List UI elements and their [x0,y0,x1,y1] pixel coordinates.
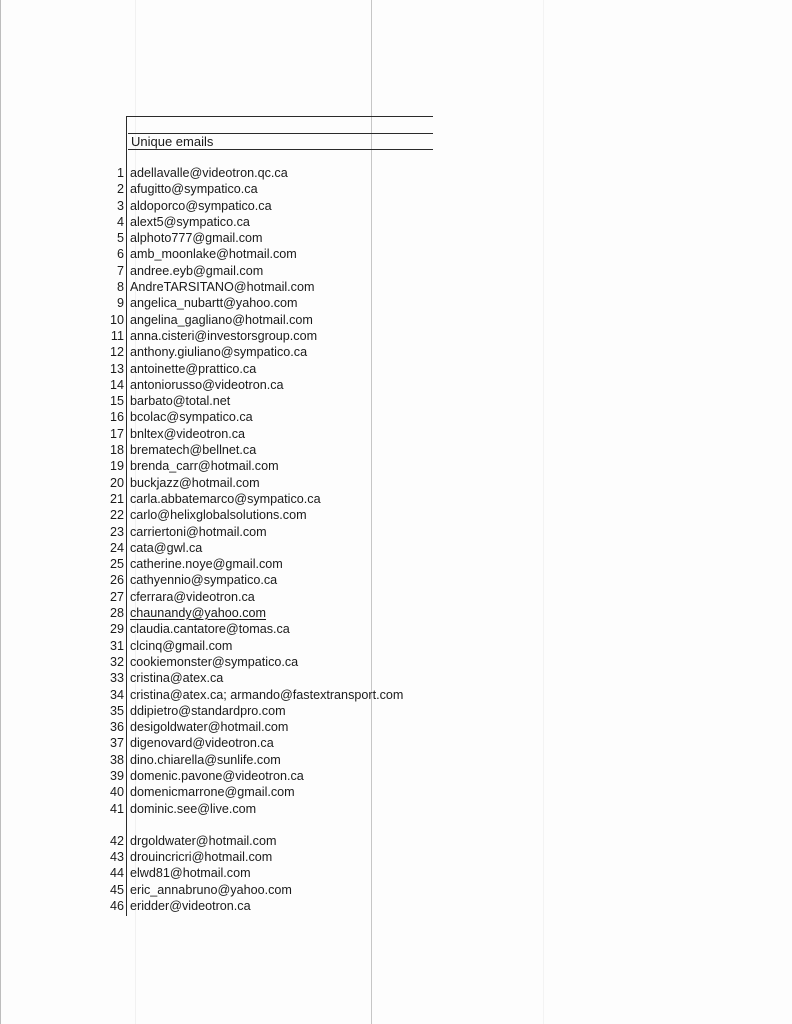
row-number: 2 [116,182,124,197]
email-cell: brematech@bellnet.ca [130,443,257,458]
email-cell: aldoporco@sympatico.ca [130,198,272,213]
table-row [0,458,792,474]
email-cell: carriertoni@hotmail.com [130,524,267,539]
row-number: 22 [109,508,124,523]
row-number: 31 [109,638,124,653]
table-row [0,654,792,670]
email-cell: cristina@atex.ca; armando@fastextransport.com [130,687,404,702]
email-cell: brenda_carr@hotmail.com [130,459,279,474]
column-header-unique-emails: Unique emails [131,134,214,149]
email-cell: AndreTARSITANO@hotmail.com [130,280,315,295]
email-cell: drouincricri@hotmail.com [130,850,273,865]
row-number: 14 [109,377,124,392]
email-cell: amb_moonlake@hotmail.com [130,247,297,262]
row-number: 36 [109,720,124,735]
email-cell: desigoldwater@hotmail.com [130,720,289,735]
email-cell: domenic.pavone@videotron.ca [130,768,304,783]
table-row [0,801,792,817]
row-number: 37 [109,736,124,751]
row-number: 11 [110,328,124,343]
table-row [0,312,792,328]
row-number: 23 [109,524,124,539]
email-cell: dino.chiarella@sunlife.com [130,752,281,767]
table-row [0,295,792,311]
row-number: 1 [116,166,124,180]
row-number: 26 [109,573,124,588]
row-number: 27 [109,589,124,604]
table-row [0,491,792,507]
table-row [0,589,792,605]
row-number: 40 [109,785,124,800]
table-row [0,752,792,768]
row-number: 28 [109,606,124,621]
table-row [0,328,792,344]
row-number: 18 [109,443,124,458]
email-cell: catherine.noye@gmail.com [130,557,283,572]
email-cell: carlo@helixglobalsolutions.com [130,508,307,523]
table-row [0,735,792,751]
table-row [0,833,792,849]
email-cell: barbato@total.net [130,394,231,409]
row-number: 33 [109,671,124,686]
table-row [0,393,792,409]
table-row [0,768,792,784]
table-row [0,214,792,230]
email-cell: cookiemonster@sympatico.ca [130,654,299,669]
email-cell: anna.cisteri@investorsgroup.com [130,328,318,343]
email-cell: cferrara@videotron.ca [130,589,255,604]
email-cell: claudia.cantatore@tomas.ca [130,622,290,637]
row-number: 29 [109,622,124,637]
row-number: 10 [109,312,124,327]
row-number: 17 [109,426,124,441]
table-row [0,344,792,360]
row-number: 34 [109,687,124,702]
table-row [0,279,792,295]
email-cell: angelina_gagliano@hotmail.com [130,312,313,327]
email-cell: eric_annabruno@yahoo.com [130,882,292,897]
table-row [0,638,792,654]
row-number: 39 [109,768,124,783]
row-number: 25 [109,557,124,572]
email-cell: domenicmarrone@gmail.com [130,785,295,800]
table-top-rule [126,116,433,117]
email-cell: digenovard@videotron.ca [130,736,274,751]
email-cell: buckjazz@hotmail.com [130,475,260,490]
email-cell: bcolac@sympatico.ca [130,410,253,425]
email-cell: antoinette@prattico.ca [130,361,257,376]
row-number: 38 [109,752,124,767]
table-row [0,361,792,377]
table-row [0,442,792,458]
email-cell: alext5@sympatico.ca [130,214,250,229]
table-row [0,687,792,703]
table-row [0,409,792,425]
row-number: 6 [116,247,124,262]
row-number: 20 [109,475,124,490]
table-row [0,719,792,735]
table-row [0,865,792,881]
table-row [0,540,792,556]
table-row [0,246,792,262]
email-cell: clcinq@gmail.com [130,638,233,653]
row-number: 35 [109,703,124,718]
email-cell: anthony.giuliano@sympatico.ca [130,345,308,360]
row-number: 15 [109,394,124,409]
table-row [0,475,792,491]
email-cell: angelica_nubartt@yahoo.com [130,296,298,311]
table-row [0,572,792,588]
row-number: 41 [109,801,124,816]
table-row [0,507,792,523]
row-number: 46 [109,899,124,914]
email-list [0,165,792,914]
email-cell: alphoto777@gmail.com [130,231,263,246]
table-row [0,898,792,914]
table-row [0,784,792,800]
email-cell: cata@gwl.ca [130,540,203,555]
email-cell: carla.abbatemarco@sympatico.ca [130,491,321,506]
row-number: 45 [109,882,124,897]
row-number: 24 [109,540,124,555]
table-row [0,703,792,719]
row-number: 3 [116,198,124,213]
email-cell: bnltex@videotron.ca [130,426,245,441]
table-row [0,621,792,637]
row-number: 5 [116,231,124,246]
row-number: 19 [109,459,124,474]
email-cell: cristina@atex.ca [130,671,224,686]
table-row [0,882,792,898]
row-number: 44 [109,866,124,881]
row-number: 32 [109,654,124,669]
table-row [0,230,792,246]
row-number: 8 [116,280,124,295]
row-number: 9 [116,296,124,311]
email-cell: elwd81@hotmail.com [130,866,251,881]
row-number: 7 [116,263,124,278]
row-number: 21 [109,491,124,506]
header-bottom-rule [128,149,433,150]
table-row [0,198,792,214]
email-cell: chaunandy@yahoo.com [130,606,267,621]
table-row [0,605,792,621]
email-cell: afugitto@sympatico.ca [130,182,258,197]
email-cell: ddipietro@standardpro.com [130,703,286,718]
row-number: 13 [109,361,124,376]
table-row [0,849,792,865]
table-row [0,165,792,181]
email-cell: dominic.see@live.com [130,801,257,816]
email-cell: andree.eyb@gmail.com [130,263,264,278]
table-row [0,377,792,393]
table-row [0,181,792,197]
row-number: 42 [109,833,124,848]
row-number: 16 [109,410,124,425]
table-row [0,263,792,279]
table-row [0,524,792,540]
table-row [0,426,792,442]
email-cell: antoniorusso@videotron.ca [130,377,284,392]
email-cell: eridder@videotron.ca [130,899,251,914]
row-number: 4 [116,214,124,229]
table-row [0,556,792,572]
row-number: 43 [109,850,124,865]
row-number: 12 [109,345,124,360]
table-row [0,670,792,686]
email-cell: cathyennio@sympatico.ca [130,573,278,588]
email-cell: drgoldwater@hotmail.com [130,833,277,848]
email-cell: adellavalle@videotron.qc.ca [130,166,288,180]
